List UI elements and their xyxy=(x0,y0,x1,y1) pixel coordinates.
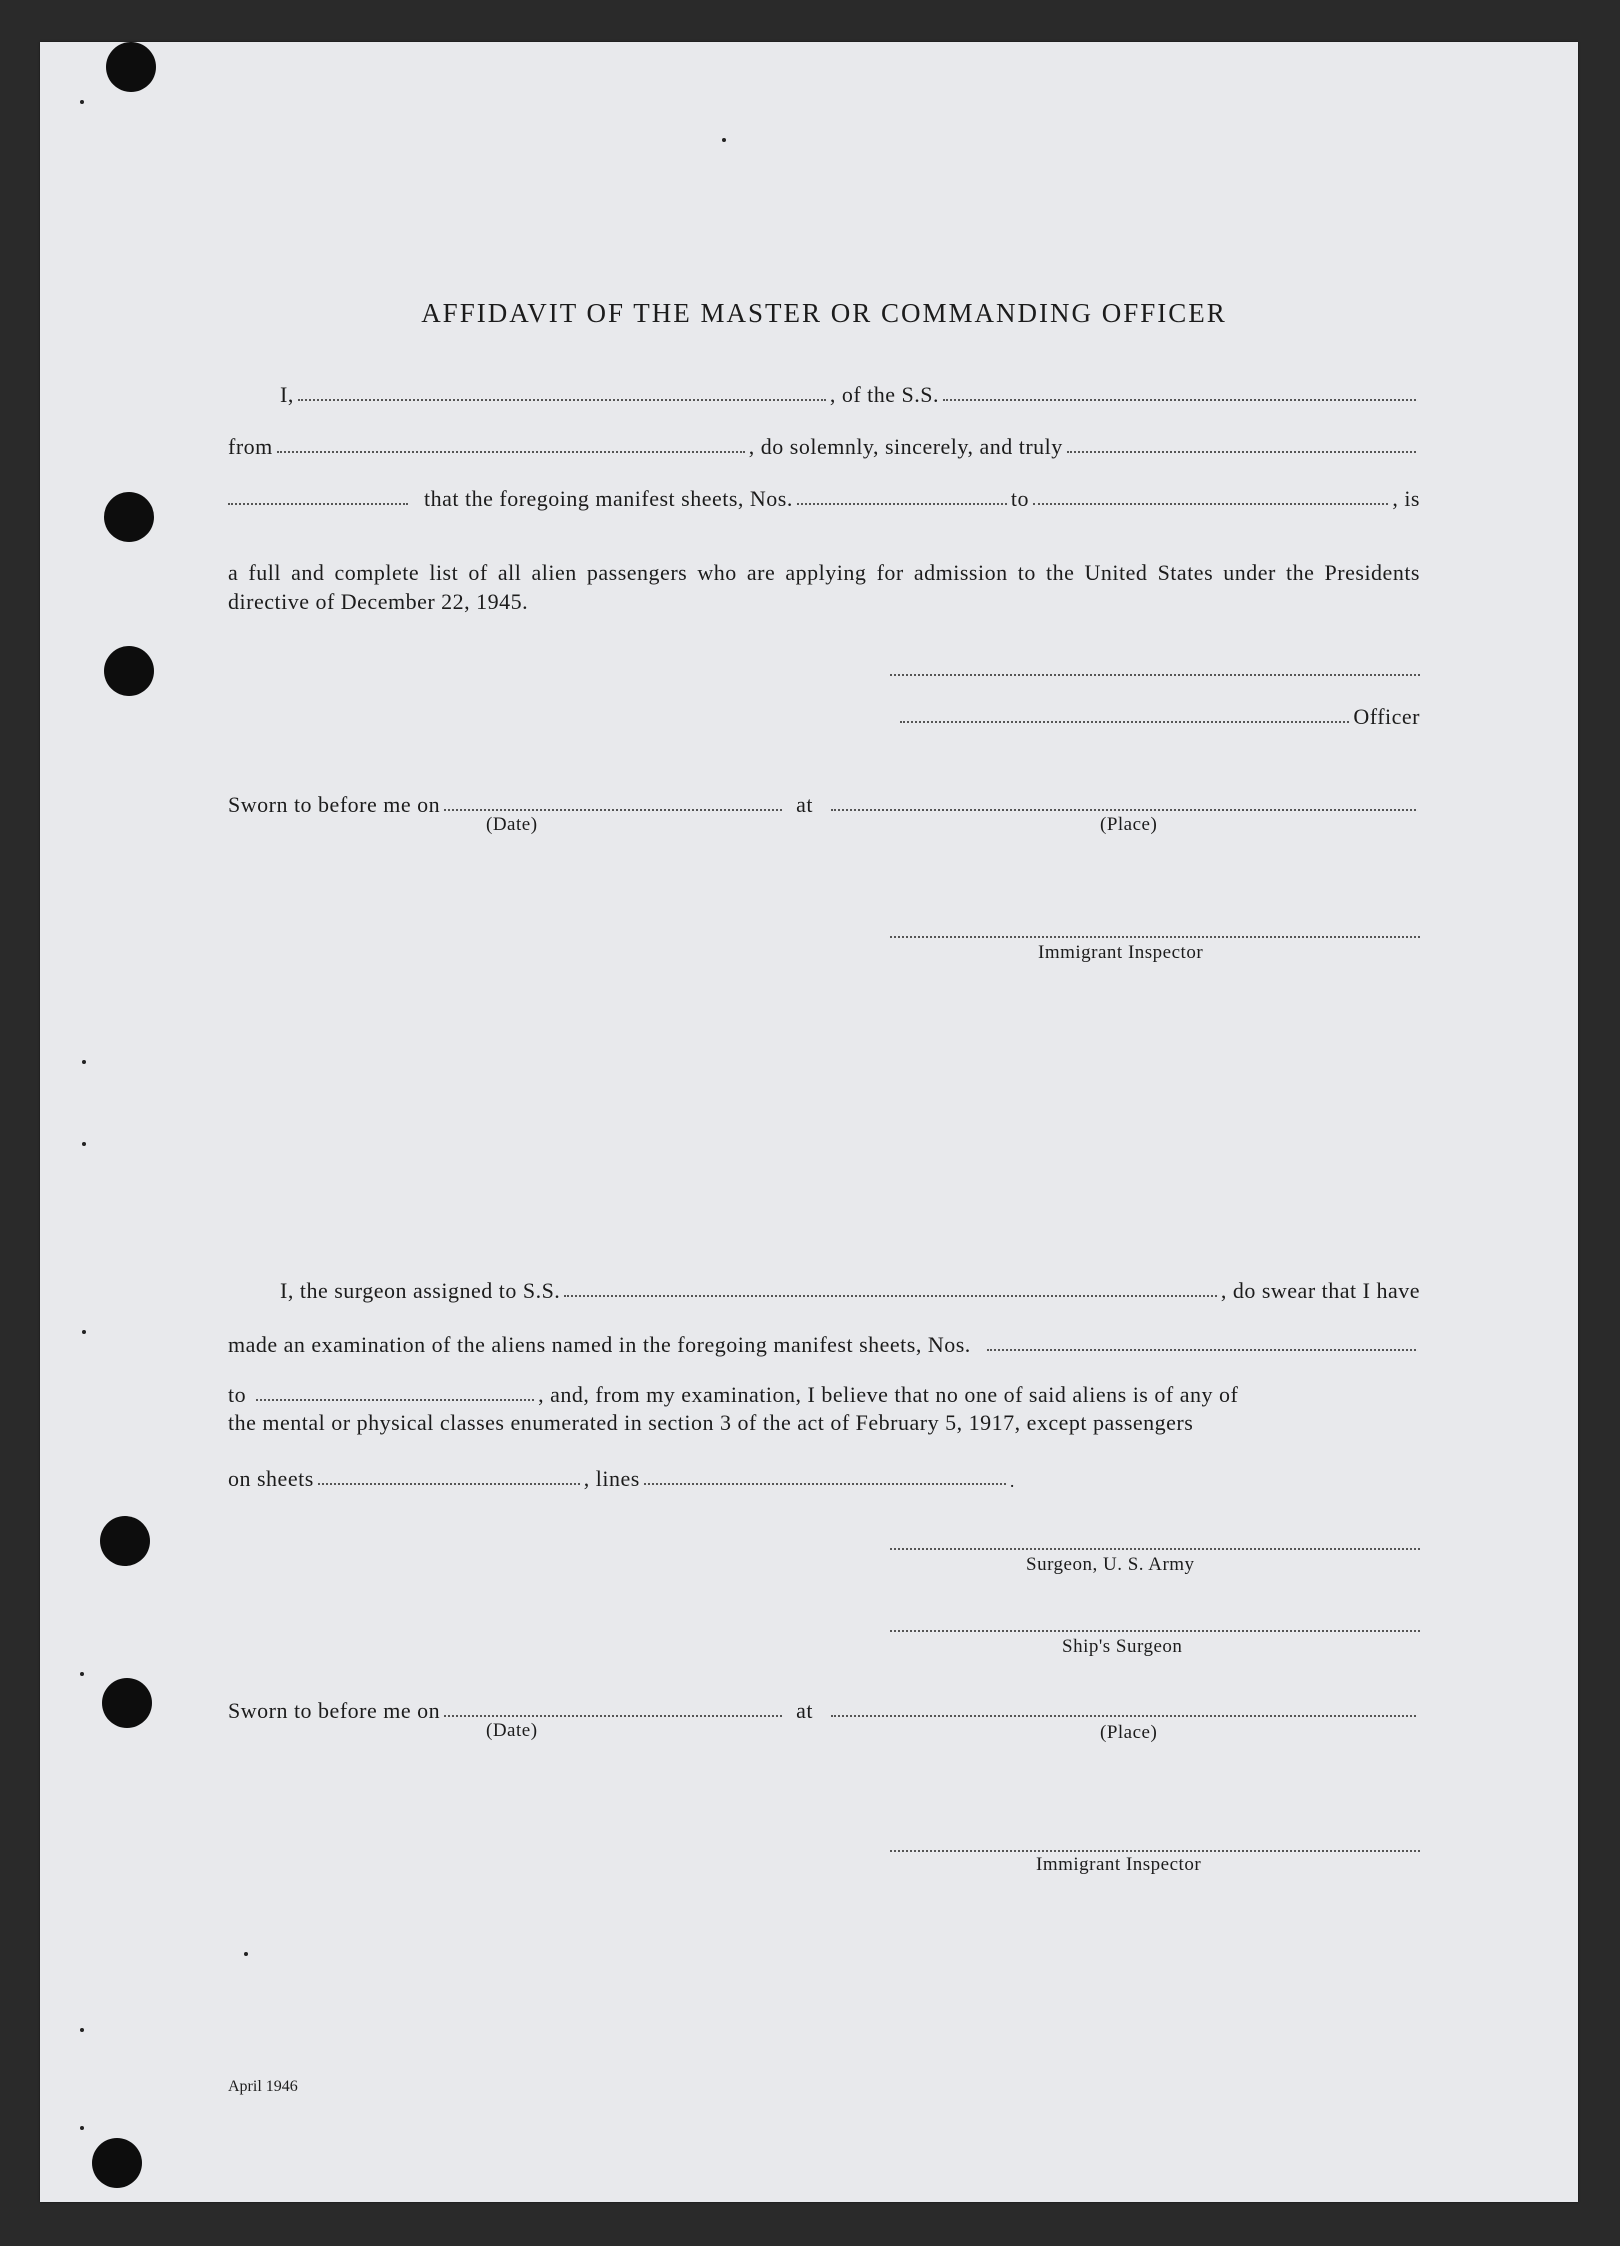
master-line2-start: from xyxy=(228,434,273,459)
oath-field[interactable] xyxy=(1067,449,1416,453)
sheets-from-field[interactable] xyxy=(797,501,1007,505)
surgeon-line2: made an examination of the aliens named in the foregoing manifest sheets, Nos. xyxy=(228,1332,971,1357)
surgeon-line5-mid: , lines xyxy=(583,1466,640,1491)
declare-field[interactable] xyxy=(228,501,408,505)
name-field[interactable] xyxy=(298,397,826,401)
surgeon-sheets-to-field[interactable] xyxy=(256,1397,534,1401)
punch-hole xyxy=(92,2138,142,2188)
master-date-field[interactable] xyxy=(444,807,782,811)
master-line3-mid: that the foregoing manifest sheets, Nos. xyxy=(424,486,793,511)
ship-name-field[interactable] xyxy=(943,397,1416,401)
master-sworn-line xyxy=(228,786,1420,818)
from-field[interactable] xyxy=(277,449,745,453)
master-inspector-line[interactable] xyxy=(890,934,1420,938)
surgeon-line-5 xyxy=(228,1460,1420,1492)
ships-surgeon-signature-line[interactable] xyxy=(890,1628,1420,1632)
speck xyxy=(722,138,726,142)
master-place-field[interactable] xyxy=(831,807,1416,811)
punch-hole xyxy=(100,1516,150,1566)
surgeon-line-4 xyxy=(228,1404,1420,1436)
document-page xyxy=(40,42,1578,2202)
speck xyxy=(80,1672,84,1676)
army-surgeon-signature-line[interactable] xyxy=(890,1546,1420,1550)
officer-field[interactable] xyxy=(900,719,1349,723)
master-line2-mid: , do solemnly, sincerely, and truly xyxy=(748,434,1063,459)
surgeon-at-label: at xyxy=(796,1698,814,1723)
master-line3-end: , is xyxy=(1392,486,1420,511)
speck xyxy=(80,2126,84,2130)
surgeon-sworn-label: Sworn to before me on xyxy=(228,1698,441,1723)
master-inspector-caption: Immigrant Inspector xyxy=(1038,942,1204,963)
master-signature-line[interactable] xyxy=(890,672,1420,676)
master-sworn-label: Sworn to before me on xyxy=(228,792,441,817)
master-line3-to: to xyxy=(1010,486,1029,511)
master-at-label: at xyxy=(796,792,814,817)
speck xyxy=(80,2028,84,2032)
surgeon-ship-field[interactable] xyxy=(564,1293,1217,1297)
master-line-1 xyxy=(228,376,1420,408)
period-mark: . xyxy=(1009,1471,1015,1491)
master-line1-mid: , of the S.S. xyxy=(829,382,940,407)
master-line1-start: I, xyxy=(280,382,294,407)
master-place-caption: (Place) xyxy=(1100,814,1158,835)
surgeon-line1-start: I, the surgeon assigned to S.S. xyxy=(280,1278,561,1303)
punch-hole xyxy=(102,1678,152,1728)
surgeon-sheets-field[interactable] xyxy=(318,1481,580,1485)
officer-label: Officer xyxy=(1353,704,1420,729)
master-paragraph: a full and complete list of all alien passengers who are applying for admission to the United States under the Presidents directive of December 22, 1945. xyxy=(228,560,1420,614)
surgeon-line3-start: to xyxy=(228,1382,247,1407)
speck xyxy=(82,1060,86,1064)
speck xyxy=(82,1142,86,1146)
speck xyxy=(82,1330,86,1334)
surgeon-sworn-line xyxy=(228,1692,1420,1724)
surgeon-inspector-caption: Immigrant Inspector xyxy=(1036,1854,1202,1875)
surgeon-inspector-line[interactable] xyxy=(890,1848,1420,1852)
surgeon-date-caption: (Date) xyxy=(486,1720,538,1741)
surgeon-lines-field[interactable] xyxy=(644,1481,1006,1485)
punch-hole xyxy=(106,42,156,92)
surgeon-line5-start: on sheets xyxy=(228,1466,314,1491)
surgeon-line3-end: , and, from my examination, I believe that no one of said aliens is of any of xyxy=(538,1382,1239,1407)
master-line-2 xyxy=(228,428,1420,460)
army-surgeon-caption: Surgeon, U. S. Army xyxy=(1026,1554,1195,1575)
surgeon-date-field[interactable] xyxy=(444,1713,782,1717)
surgeon-line-2 xyxy=(228,1326,1420,1358)
punch-hole xyxy=(104,646,154,696)
surgeon-place-caption: (Place) xyxy=(1100,1722,1158,1743)
speck xyxy=(244,1952,248,1956)
surgeon-line4: the mental or physical classes enumerated in section 3 of the act of February 5, 1917, except passengers xyxy=(228,1410,1194,1435)
surgeon-line-1 xyxy=(228,1272,1420,1304)
punch-hole xyxy=(104,492,154,542)
form-title: AFFIDAVIT OF THE MASTER OR COMMANDING OFFICER xyxy=(421,298,1227,328)
speck xyxy=(80,100,84,104)
officer-line xyxy=(900,698,1420,730)
surgeon-place-field[interactable] xyxy=(831,1713,1416,1717)
master-line-3 xyxy=(228,480,1420,512)
surgeon-sheets-from-field[interactable] xyxy=(987,1347,1416,1351)
surgeon-line1-end: , do swear that I have xyxy=(1220,1278,1420,1303)
footer-date: April 1946 xyxy=(228,2078,298,2095)
ships-surgeon-caption: Ship's Surgeon xyxy=(1062,1636,1183,1657)
sheets-to-field[interactable] xyxy=(1033,501,1388,505)
master-date-caption: (Date) xyxy=(486,814,538,835)
